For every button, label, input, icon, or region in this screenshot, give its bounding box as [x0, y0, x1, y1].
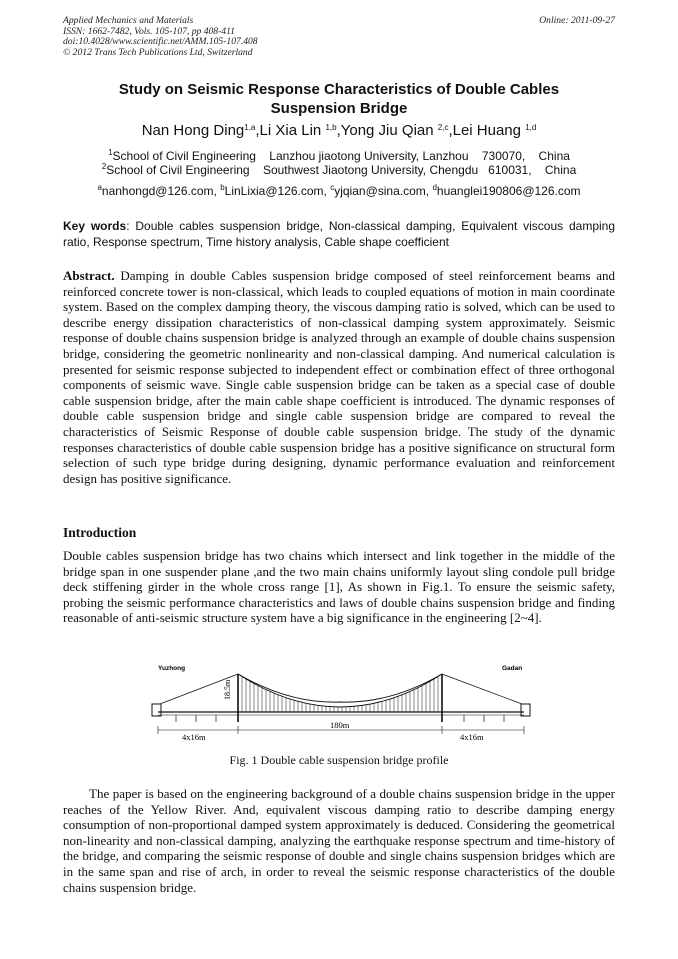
title-line-1: Study on Seismic Response Characteristics of Double Cables: [118, 81, 560, 98]
email-link[interactable]: yjqian@sina.com: [334, 184, 426, 198]
issn: ISSN: 1662-7482, Vols. 105-107, pp 408-411: [63, 25, 235, 37]
abstract-text: Damping in double Cables suspension bridge composed of steel reinforcement beams and reinforced concrete tower is non-classical, which leads to coupled equations of motion in main coordinate system. Based on the complex damping theory, the viscous damping ratio is solved, which can be used to describe energy dissipation characteristics of non-classical damping system approximately. Seismic response of double chains suspension bridge is analyzed through an example of double chains suspension bridge, considering the geometric nonlinearity and non-classical damping. And numerical calculation is presented for seismic response subjected to independent effect or combination effect of three orthogonal components of seismic wave. Single cable suspension bridge can be taken as a special case of double cable suspension bridge, after the main cable shape coefficient is introduced. The dynamic responses of double cable suspension bridge and single cable suspension bridge are compared to reveal the characteristics of Seismic Response of double cable suspension bridge. The study of the dynamic responses characteristics of double cable suspension bridge has a positive significance on structural form selection of such type bridge during designing, dynamic performance evaluation and reinforcement design has positive significance.: [63, 268, 615, 486]
affiliation-1: [70, 149, 608, 163]
affiliation-2: [70, 163, 608, 177]
span-center-label: 180m: [330, 720, 350, 730]
author-sup: 2,c: [437, 123, 449, 132]
figure-caption: Fig. 1 Double cable suspension bridge profile: [229, 753, 449, 767]
affiliation-sup: 2: [101, 162, 107, 171]
main-cable-2: [238, 674, 442, 702]
introduction-heading: Introduction: [63, 525, 137, 540]
left-abutment: [152, 704, 161, 716]
author-sup: 1,a: [244, 123, 256, 132]
author-name: Li Xia Lin: [259, 122, 322, 139]
doi[interactable]: doi:10.4028/www.scientific.net/AMM.105-107.408: [63, 36, 258, 48]
author-sup: 1,d: [525, 123, 537, 132]
right-backstay-cable: [442, 674, 522, 704]
email-link[interactable]: nanhongd@126.com: [101, 184, 214, 198]
introduction-paragraph-2: The paper is based on the engineering background of a double chains suspension bridge in the upper reaches of the Yellow River. And, equivalent viscous damping ratio to describe damping energy consumption of non-proportional damped system approximately is deduced. Considering the geometrical non-linearity and non-classical damping, analyzing the earthquake response spectrum and time-history of the bridge, and comparing the seismic response of double and single chains suspension bridges which are in the same span and rise of arch, in order to reveal the seismic response characteristics of the double chains suspension bridge.: [63, 786, 615, 895]
label-yuzhong: Yuzhong: [158, 665, 186, 672]
affiliation-text: School of Civil Engineering Lanzhou jiaotong University, Lanzhou 730070, China: [112, 149, 570, 163]
bridge-profile-figure: [150, 660, 532, 742]
email-sup: c: [330, 183, 335, 192]
email-link[interactable]: LinLixia@126.com: [224, 184, 324, 198]
affiliation-sup: 1: [108, 148, 113, 157]
email-list: $^a$nanhongd@126.com, $^b$LinLixia@126.com, $^c$yjqian@sina.com, $^d$huanglei190806@126.com: [97, 183, 581, 198]
label-gadan: Gadan: [502, 665, 523, 672]
right-abutment: [521, 704, 530, 716]
span-left-label: 4x16m: [182, 732, 206, 742]
journal-header: [63, 16, 615, 58]
span-right-label: 4x16m: [460, 732, 484, 742]
email-sup: d: [432, 183, 437, 192]
introduction-paragraph-1: Double cables suspension bridge has two chains which intersect and link together in the middle of the bridge span in one suspender plane ,and the two main chains uniformly layout sling condole pull bridge deck stiffening girder in the whole cross range [1], As shown in Fig.1. To ensure the seismic safety, probing the seismic performance characteristics and laws of double chains suspension bridge and finding reasonable of anti-seismic structure system have a big significance in the engineering [2~4].: [63, 548, 615, 626]
keywords: [63, 219, 615, 250]
author-name: Nan Hong Ding: [141, 122, 245, 139]
author-name: Lei Huang: [452, 122, 521, 139]
keywords-label: Key words: [63, 219, 127, 233]
abstract: [63, 268, 615, 486]
keywords-text: : Double cables suspension bridge, Non-classical damping, Equivalent viscous damping ratio, Response spectrum, Time history analysis, Cable shape coefficient: [63, 219, 616, 249]
email-sup: b: [220, 183, 225, 192]
title-line-2: Suspension Bridge: [270, 100, 408, 117]
email-link[interactable]: huanglei190806@126.com: [436, 184, 581, 198]
author-list: Nan Hong Ding$^{1,a}$,Li Xia Lin $^{1,b}$,Yong Jiu Qian $^{2,c}$,Lei Huang $^{1,d}$: [141, 122, 537, 139]
email-sup: a: [97, 183, 102, 192]
author-name: Yong Jiu Qian: [340, 122, 434, 139]
affiliation-text: School of Civil Engineering Southwest Jiaotong University, Chengdu 610031, China: [106, 163, 577, 177]
tower-height-label: 18.5m: [223, 679, 232, 700]
online-date: Online: 2011-09-27: [539, 15, 615, 26]
author-sup: 1,b: [325, 123, 337, 132]
copyright: © 2012 Trans Tech Publications Ltd, Switzerland: [63, 46, 253, 58]
abstract-label: Abstract.: [63, 268, 115, 283]
journal-name: Applied Mechanics and Materials: [63, 15, 194, 26]
paper-title: [70, 80, 608, 118]
